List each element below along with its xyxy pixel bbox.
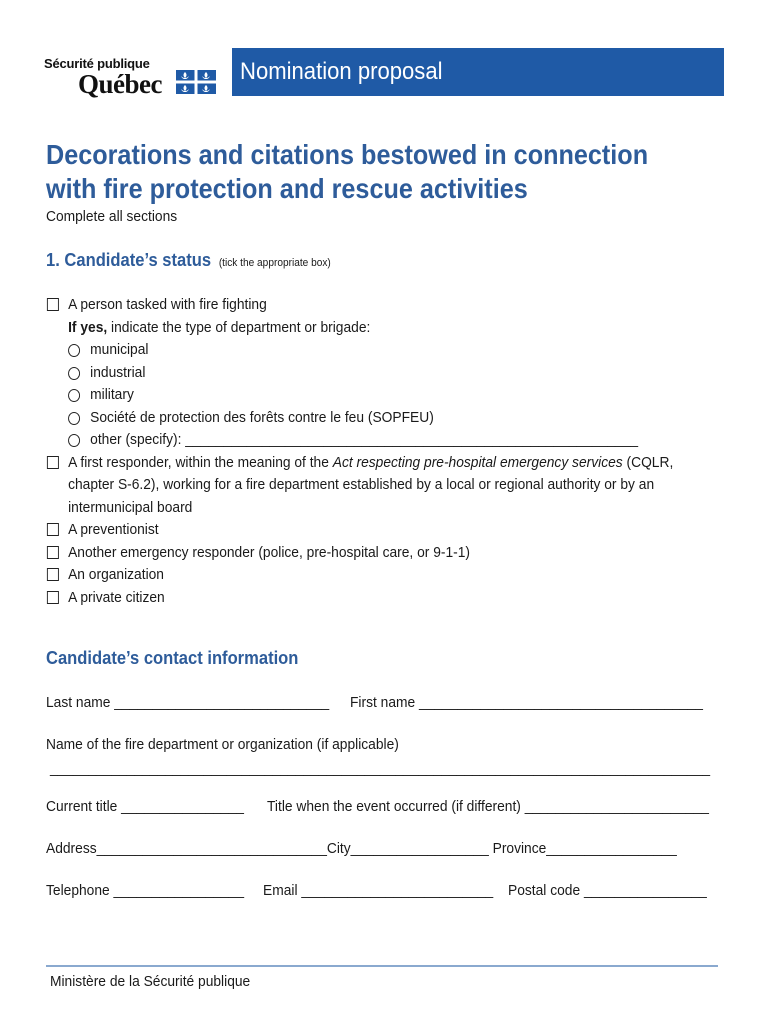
dept-option-municipal [46, 339, 690, 362]
option-private-citizen [46, 587, 690, 610]
option-label: A preventionist [68, 521, 159, 538]
checkbox-other-responder[interactable] [47, 546, 59, 559]
logo-line1: Sécurité publique [44, 56, 150, 71]
option-first-responder [46, 452, 690, 520]
fleur-de-lis-flag-icon [176, 70, 216, 94]
banner-title: Nomination proposal [240, 58, 443, 85]
option-preventionist [46, 519, 690, 542]
first-name-field[interactable]: First name _____________________________________ [350, 694, 703, 711]
if-yes-text: indicate the type of department or brigade: [107, 318, 371, 336]
radio-sopfeu[interactable] [68, 412, 80, 425]
page-title: Decorations and citations bestowed in connection with fire protection and rescue activities [46, 139, 649, 204]
first-responder-text-a: A first responder, within the meaning of the [68, 453, 333, 471]
dept-option-other [46, 429, 690, 452]
checkbox-private-citizen[interactable] [47, 591, 59, 604]
footer-divider [46, 965, 718, 967]
option-other-responder [46, 542, 690, 565]
first-responder-text-b: (CQLR, chapter S-6.2), working for a fire department established by a local or regional authority or by an intermunicipal board [68, 453, 674, 516]
option-firefighting-label: A person tasked with fire fighting [68, 296, 267, 313]
candidate-status-options [46, 294, 690, 609]
radio-municipal[interactable] [68, 344, 80, 357]
option-organization [46, 564, 690, 587]
option-firefighting [46, 294, 690, 317]
other-specify-field[interactable]: other (specify): ___________________________________________________________ [90, 431, 639, 448]
dept-label: industrial [90, 363, 146, 381]
section1-note: (tick the appropriate box) [218, 257, 331, 269]
dept-option-industrial [46, 362, 690, 385]
postal-code-field[interactable]: Postal code ________________ [508, 882, 707, 899]
radio-military[interactable] [68, 389, 80, 402]
checkbox-firefighting[interactable] [47, 298, 59, 311]
option-label: A private citizen [68, 588, 165, 606]
quebec-logo [44, 56, 224, 100]
first-responder-act: Act respecting pre-hospital emergency services [332, 453, 623, 471]
title-event-field[interactable]: Title when the event occurred (if different) ________________________ [267, 798, 709, 815]
dept-label: Société de protection des forêts contre le feu (SOPFEU) [90, 408, 434, 426]
telephone-field[interactable]: Telephone _________________ [46, 882, 245, 899]
department-field[interactable]: ______________________________________________________________________________________ [50, 760, 711, 777]
email-field[interactable]: Email _________________________ [263, 882, 494, 899]
contact-heading: Candidate’s contact information [46, 648, 299, 668]
logo-line2: Québec [78, 69, 162, 99]
section1-title: 1. Candidate’s status [46, 250, 212, 270]
checkbox-preventionist[interactable] [47, 523, 59, 536]
dept-label: municipal [90, 341, 149, 358]
dept-option-military [46, 384, 690, 407]
page-subtitle: Complete all sections [46, 208, 178, 225]
checkbox-first-responder[interactable] [47, 456, 59, 469]
footer-ministry: Ministère de la Sécurité publique [50, 973, 251, 990]
address-city-province-field[interactable]: Address______________________________City__________________ Province_________________ [46, 840, 677, 857]
checkbox-organization[interactable] [47, 568, 59, 581]
radio-other[interactable] [68, 434, 80, 447]
option-label: An organization [68, 566, 164, 583]
dept-option-sopfeu [46, 407, 690, 430]
last-name-field[interactable]: Last name ____________________________ [46, 694, 330, 711]
dept-label: military [90, 386, 134, 403]
header-banner [232, 48, 724, 96]
section1-heading [46, 250, 331, 271]
option-label: Another emergency responder (police, pre-hospital care, or 9-1-1) [68, 543, 471, 561]
radio-industrial[interactable] [68, 367, 80, 380]
if-yes-instruction [46, 317, 690, 340]
department-label: Name of the fire department or organization (if applicable) [46, 736, 399, 753]
current-title-field[interactable]: Current title ________________ [46, 798, 244, 815]
if-yes-bold: If yes, [68, 318, 108, 336]
